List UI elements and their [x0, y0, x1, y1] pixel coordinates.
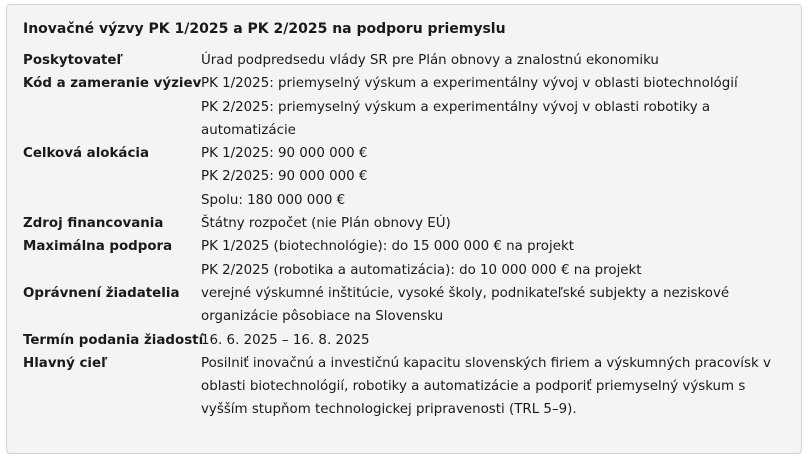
row-label: Oprávnení žiadatelia — [23, 285, 180, 301]
row-value-line: PK 2/2025: 90 000 000 € — [201, 169, 368, 185]
row-values — [201, 142, 801, 212]
info-table — [23, 49, 801, 422]
row-value-line: verejné výskumné inštitúcie, vysoké školy, podnikateľské subjekty a neziskové — [201, 285, 730, 301]
info-card — [6, 4, 802, 454]
row-value-line: Štátny rozpočet (nie Plán obnovy EÚ) — [201, 216, 451, 232]
row-values — [201, 72, 801, 142]
row-label: Kód a zameranie výziev — [23, 76, 202, 92]
row-value-line: 16. 6. 2025 – 16. 8. 2025 — [201, 332, 370, 348]
row-value-line: vyšším stupňom technologickej pripravenosti (TRL 5–9). — [201, 402, 577, 418]
info-row — [23, 329, 801, 352]
card-title: Inovačné výzvy PK 1/2025 a PK 2/2025 na podporu priemyslu — [23, 21, 506, 37]
info-row — [23, 72, 801, 142]
row-value-line: automatizácie — [201, 122, 296, 138]
row-label: Celková alokácia — [23, 146, 150, 162]
row-values — [201, 212, 801, 235]
info-row — [23, 49, 801, 72]
info-row — [23, 142, 801, 212]
row-values — [201, 329, 801, 352]
row-label: Termín podania žiadostí — [23, 332, 204, 348]
row-label: Hlavný cieľ — [23, 355, 108, 371]
row-value-line: organizácie pôsobiace na Slovensku — [201, 309, 444, 325]
row-values — [201, 352, 801, 422]
row-label: Poskytovateľ — [23, 53, 123, 68]
row-value-line: PK 2/2025: priemyselný výskum a experimentálny vývoj v oblasti robotiky a — [201, 99, 711, 115]
info-row — [23, 212, 801, 235]
row-value-line: PK 2/2025 (robotika a automatizácia): do 10 000 000 € na projekt — [201, 262, 642, 278]
row-value-line: PK 1/2025: 90 000 000 € — [201, 146, 368, 162]
row-label: Zdroj financovania — [23, 216, 164, 232]
info-row — [23, 282, 801, 329]
row-value-line: oblasti biotechnológií, robotiky a automatizácie a podporiť priemyselný výskum s — [201, 379, 746, 395]
row-values — [201, 49, 801, 72]
row-value-line: Posilniť inovačnú a investičnú kapacitu slovenských firiem a výskumných pracovísk v — [201, 355, 771, 371]
row-value-line: Spolu: 180 000 000 € — [201, 192, 346, 208]
row-values — [201, 235, 801, 282]
row-label: Maximálna podpora — [23, 239, 173, 255]
row-value-line: PK 1/2025: priemyselný výskum a experimentálny vývoj v oblasti biotechnológií — [201, 76, 738, 92]
row-value-line: PK 1/2025 (biotechnológie): do 15 000 000 € na projekt — [201, 239, 574, 255]
row-values — [201, 282, 801, 329]
info-row — [23, 235, 801, 282]
info-row — [23, 352, 801, 422]
row-value-line: Úrad podpredsedu vlády SR pre Plán obnovy a znalostnú ekonomiku — [201, 53, 659, 68]
